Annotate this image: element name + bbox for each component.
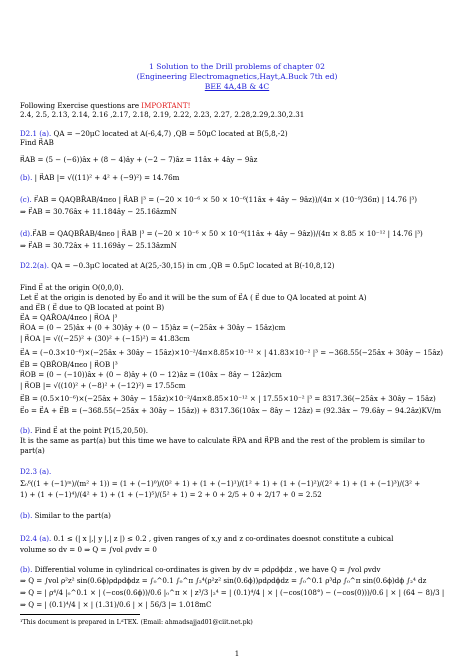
d24-line1-text: 0.1 ≤ (| x |,| y |,| z |) ≤ 0.2 , given ranges of x,y and z co-ordinates doesnot constitute a cubical xyxy=(51,534,394,543)
d21-given-text: QA = −20μC located at A(-6,4,7) ,QB = 50μC located at B(5,8,-2) xyxy=(51,129,288,138)
d21-rab: R⃗AB = (5 − (−6))âx + (8 − 4)ây + (−2 − 7)âz = 11âx + 4ây − 9âz xyxy=(20,155,258,164)
d21-c-text: F⃗AB = QAQBR̂AB/4πϵo | R⃗AB |³ = (−20 × 10⁻⁶ × 50 × 10⁻⁶(11âx + 4ây − 9âz))/(4π × (10⁻⁹/36π) | 14.76 |³) xyxy=(31,195,417,204)
d21-label: D2.1 (a). xyxy=(20,129,52,138)
d22-line: | R⃗OB |= √((10)² + (−8)² + (−12)²) = 17.55cm xyxy=(20,381,186,390)
d24-b xyxy=(20,565,380,574)
exercise-list: 2.4, 2.5, 2.13, 2.14, 2.16 ,2.17, 2.18, 2.19, 2.22, 2.23, 2.27, 2.28,2.29,2.30,2.31 xyxy=(20,110,305,119)
d21-c xyxy=(20,195,417,204)
d23-b-text: Similar to the part(a) xyxy=(32,511,111,520)
d24-line1 xyxy=(20,534,393,543)
d23-b-label: (b). xyxy=(20,511,33,520)
document-subtitle: (Engineering Electromagnetics,Hayt,A.Buck 7th ed) xyxy=(136,72,338,81)
d21-d-label: (d). xyxy=(20,229,33,238)
d24-b-label: (b). xyxy=(20,565,33,574)
d22-b-line2: It is the same as part(a) but this time we have to calculate R⃗PA and R⃗PB and the rest of the problem is similar to xyxy=(20,436,425,445)
d22-line: E⃗B = (0.5×10⁻⁶)×(−25âx + 30ây − 15âz)×10⁻²/4π×8.85×10⁻¹² × | 17.55×10⁻² |³ = 8317.36(−25âx + 30ây − 15âz) xyxy=(20,394,436,403)
course-label: BEE 4A,4B & 4C xyxy=(204,82,270,91)
d24-line: ⇒ Q = ∫vol ρ²z² sin(0.6ϕ)ρdρdϕdz = ∫₀^0.1 ∫₀^π ∫₂⁴(ρ²z² sin(0.6ϕ))ρdρdϕdz = ∫₀^0.1 ρ³dρ ∫₀^π sin(0.6ϕ)dϕ ∫₂⁴ dz xyxy=(20,576,427,585)
footnote-rule xyxy=(20,614,140,615)
d22-line: R⃗OB = (0 − (−10))âx + (0 − 8)ây + (0 − 12)âz = (10âx − 8ây − 12âz)cm xyxy=(20,370,282,379)
d22-b xyxy=(20,426,148,435)
d21-d xyxy=(20,229,423,238)
d24-line: ⇒ Q = | ρ⁴/4 |₀^0.1 × | (−cos(0.6ϕ))/0.6 |₀^π × | z³/3 |₂⁴ = | (0.1)⁴/4 | × | (−cos(108°) − (−cos(0)))/0.6 | × | (64 − 8)/3 | xyxy=(20,588,445,597)
d22-given-text: QA = −0.3μC located at A(25,-30,15) in cm ,QB = 0.5μC located at B(-10,8,12) xyxy=(49,261,335,270)
d21-b-label: (b). xyxy=(20,173,33,182)
d21-b-text: | R⃗AB |= √((11)² + 4² + (−9)²) = 14.76m xyxy=(32,173,180,182)
d22-line: and E⃗B ( E⃗ due to QB located at point B) xyxy=(20,303,165,312)
d21-c-result: ⇒ F⃗AB = 30.76âx + 11.184ây − 25.16âzmN xyxy=(20,207,177,216)
d22-given xyxy=(20,261,335,270)
d23-line2: 1) + (1 + (−1)⁴)/(4² + 1) + (1 + (−1)⁵)/(5² + 1) = 2 + 0 + 2/5 + 0 + 2/17 + 0 = 2.52 xyxy=(20,490,322,499)
d22-label: D2.2(a). xyxy=(20,261,49,270)
d21-d-result: ⇒ F⃗AB = 30.72âx + 11.169ây − 25.13âzmN xyxy=(20,241,177,250)
d21-d-text: F⃗AB = QAQBR̂AB/4πϵo | R⃗AB |³ = (−20 × 10⁻⁶ × 50 × 10⁻⁶(11âx + 4ây − 9âz))/(4π × 8.85 × 10⁻¹² | 14.76 |³) xyxy=(32,229,423,238)
d21-c-label: (c). xyxy=(20,195,32,204)
d24-line: ⇒ Q = | (0.1)⁴/4 | × | (1.31)/0.6 | × | 56/3 |= 1.018mC xyxy=(20,600,212,609)
d22-line: | R⃗OA |= √((−25)² + (30)² + (−15)²) = 41.83cm xyxy=(20,334,190,343)
d22-b-line3: part(a) xyxy=(20,446,45,455)
intro-text: Following Exercise questions are xyxy=(20,101,142,110)
d22-b-label: (b). xyxy=(20,426,33,435)
d22-line: R⃗OA = (0 − 25)âx + (0 + 30)ây + (0 − 15)âz = (−25âx + 30ây − 15âz)cm xyxy=(20,323,286,332)
d22-line: E⃗A = (−0.3×10⁻⁶)×(−25âx + 30ây − 15âz)×10⁻²/4π×8.85×10⁻¹² × | 41.83×10⁻² |³ = −368.55(−25âx + 30ây − 15âz) xyxy=(20,348,444,357)
important-label: IMPORTANT! xyxy=(141,101,191,110)
page-number: 1 xyxy=(234,650,240,658)
footnote: ¹This document is prepared in LᴬTEX. (Email: ahmadsajjad01@ciit.net.pk) xyxy=(20,619,253,626)
d22-line: E⃗B = QBR̂OB/4πϵo | R⃗OB |³ xyxy=(20,360,118,369)
d22-line: Let E⃗ at the origin is denoted by E⃗o and it will be the sum of E⃗A ( E⃗ due to QA located at point A) xyxy=(20,293,367,302)
d24-label: D2.4 (a). xyxy=(20,534,52,543)
d21-given xyxy=(20,129,288,138)
d23-line1: Σ₀⁶((1 + (−1)ᵐ)/(m² + 1)) = (1 + (−1)⁰)/(0² + 1) + (1 + (−1)¹)/(1² + 1) + (1 + (−1)²)/(2² + 1) + (1 + (−1)³)/(3² + xyxy=(20,479,421,488)
d24-b-text: Differential volume in cylindrical co-ordinates is given by dv = ρdρdϕdz , we have Q = ∫vol ρvdv xyxy=(32,565,381,574)
d23-label: D2.3 (a). xyxy=(20,467,52,476)
d21-find: Find R⃗AB xyxy=(20,138,54,147)
d22-line: Find E⃗ at the origin O(0,0,0). xyxy=(20,283,124,292)
document-title: 1 Solution to the Drill problems of chapter 02 xyxy=(149,62,325,71)
d22-b-text: Find E⃗ at the point P(15,20,50). xyxy=(32,426,149,435)
intro-line xyxy=(20,101,190,110)
d22-line: E⃗o = E⃗A + E⃗B = (−368.55(−25âx + 30ây − 15âz)) + 8317.36(10âx − 8ây − 12âz) = (92.3âx − 79.6ây − 94.2âz)KV/m xyxy=(20,406,442,415)
d22-line: E⃗A = QAR̂OA/4πϵo | R⃗OA |³ xyxy=(20,313,118,322)
d23-b xyxy=(20,511,111,520)
d21-b xyxy=(20,173,179,182)
d24-line2: volume so dv = 0 ⇒ Q = ∫vol ρvdv = 0 xyxy=(20,545,157,554)
